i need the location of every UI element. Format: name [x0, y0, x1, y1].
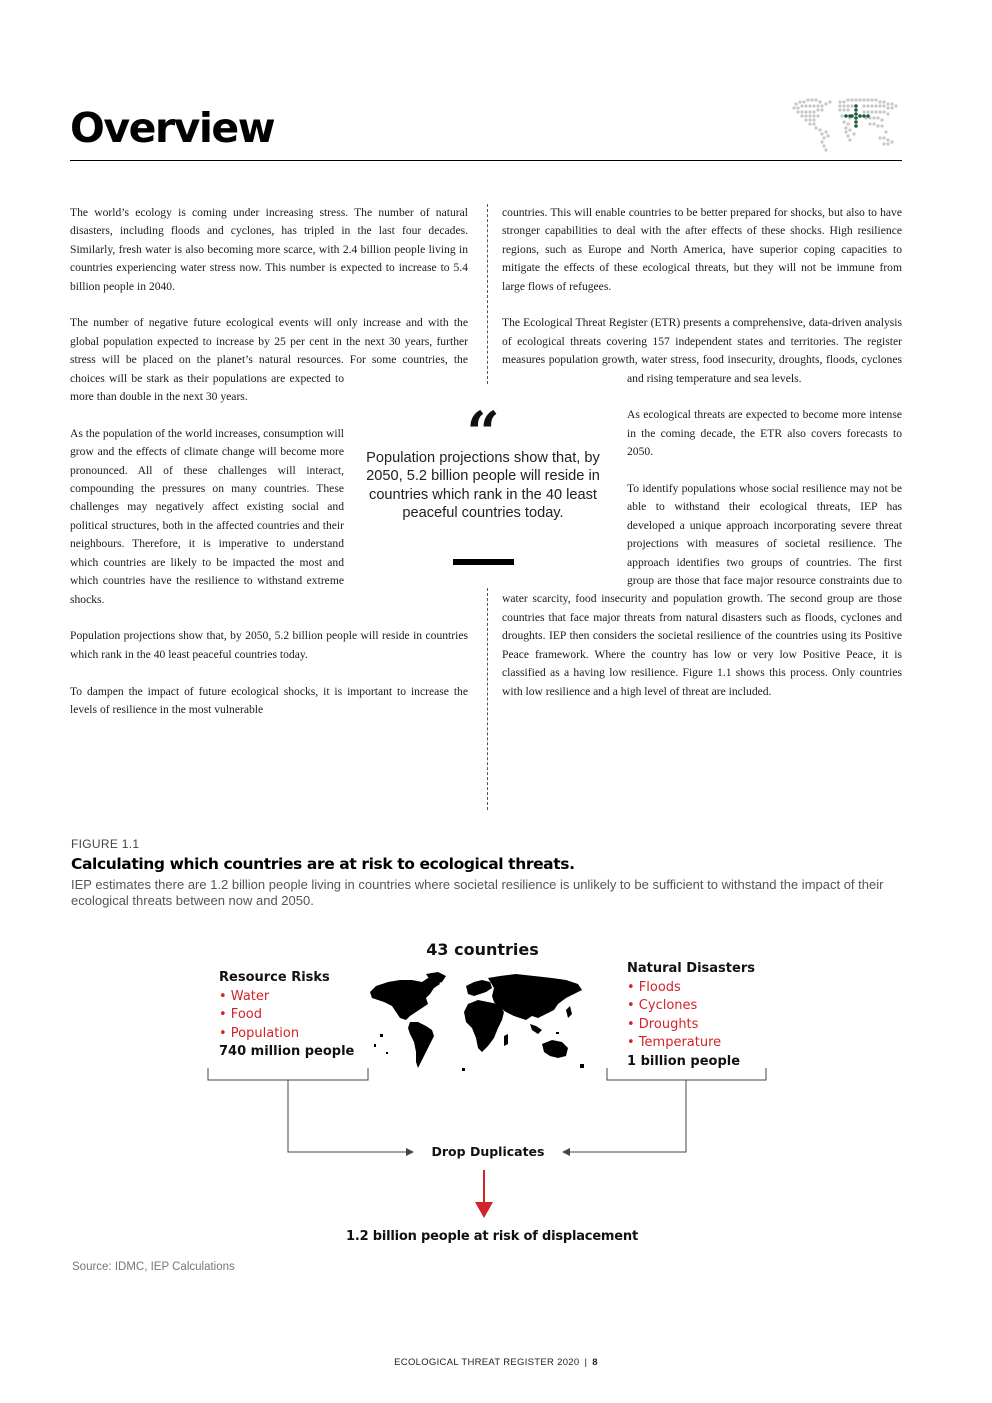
- pull-quote-bar: [453, 559, 514, 565]
- country-count: 43 countries: [426, 940, 539, 959]
- right-flow-line: [570, 1080, 686, 1152]
- paragraph: To identify populations whose social resilience may not be able to withstand their ecological threats, IEP has developed a unique approach incorporating severe threat projections with measures of societal resilience. The approach identifies two groups of countries. The first group are those that face major resource constraints due to water scarcity, food insecurity and population growth. The second group are those countries that face major threats from natural disasters such as floods, cyclones and droughts. IEP then considers the societal resilience of the countries using its Positive Peace framework. Where the country has low or very low Positive Peace, it is classified as a having low resilience. Figure 1.1 shows this process. Only countries with low resilience and a high level of threat are included.: [502, 482, 902, 698]
- left-arrowhead: [406, 1148, 414, 1156]
- natural-disaster-item: • Droughts: [627, 1016, 699, 1032]
- figure-title: Calculating which countries are at risk to ecological threats.: [71, 855, 575, 873]
- paragraph: countries. This will enable countries to be better prepared for shocks, but also to have stronger capabilities to deal with the after effects of these shocks. High resilience regions, such as Europe and North America, have superior coping capacities to mitigate the effects of these ecological threats, but they will not be immune from large flows of refugees.: [502, 206, 902, 293]
- world-dot-map-icon: [790, 94, 904, 156]
- paragraph: As the population of the world increases, consumption will grow and the effects of climate change will become more pronounced. All of these challenges will interact, compounding the pressures on many countries. These challenges may negatively affect existing social and political structures, both in the affected countries and their neighbours. Therefore, it is imperative to understand which countries are likely to be impacted the most and which countries have the resilience to withstand extreme shocks.: [70, 426, 345, 606]
- result-label: 1.2 billion people at risk of displacement: [346, 1229, 638, 1244]
- figure-label: FIGURE 1.1: [71, 837, 140, 851]
- result-arrowhead: [475, 1202, 493, 1218]
- left-flow-line: [288, 1080, 406, 1152]
- paragraph: The Ecological Threat Register (ETR) presents a comprehensive, data-driven analysis of ecological threats covering 157 independent states and territories. The register measures population growth, water stress, food insecurity, droughts, floods, cyclones and rising temperature and sea levels.: [502, 316, 902, 385]
- figure-source: Source: IDMC, IEP Calculations: [72, 1261, 235, 1273]
- resource-risks-heading: Resource Risks: [219, 970, 330, 985]
- natural-disaster-item: • Floods: [627, 979, 681, 995]
- paragraph: Population projections show that, by 2050, 5.2 billion people will reside in countries which rank in the 40 least peaceful countries today.: [70, 629, 468, 661]
- column-divider: [487, 588, 488, 810]
- title-rule: [70, 160, 902, 161]
- natural-disasters: [627, 960, 755, 1071]
- figure-subtitle: IEP estimates there are 1.2 billion people living in countries where societal resilience is unlikely to be sufficient to withstand the impact of their ecological threats between now and 2050.: [71, 877, 884, 908]
- paragraph: The world’s ecology is coming under increasing stress. The number of natural disasters, including floods and cyclones, has tripled in the last four decades. Similarly, fresh water is also becoming more scarce, with 2.4 billion people living in countries experiencing water stress now. This number is expected to increase to 5.4 billion people in 2040.: [70, 206, 468, 293]
- column-divider: [487, 204, 488, 384]
- paragraph: As ecological threats are expected to become more intense in the coming decade, the ETR also covers forecasts to 2050.: [627, 408, 902, 459]
- resource-risks-total: 740 million people: [219, 1044, 355, 1059]
- paragraph: The number of negative future ecological events will only increase and with the global population expected to increase by 25 per cent in the next 30 years, further stress will be placed on the planet’s natural resources. For some countries, the choices will be stark as their populations are expected to more than double in the next 30 years.: [70, 316, 468, 404]
- natural-disasters-heading: Natural Disasters: [627, 961, 755, 976]
- resource-risk-item: • Food: [219, 1007, 262, 1022]
- page-title: Overview: [70, 104, 275, 152]
- page-footer: [300, 1357, 692, 1368]
- drop-duplicates-label: Drop Duplicates: [431, 1144, 545, 1159]
- natural-disasters-total: 1 billion people: [627, 1053, 741, 1069]
- natural-disaster-item: • Temperature: [627, 1035, 722, 1050]
- quote-icon: “: [466, 399, 500, 467]
- resource-risks: [219, 969, 354, 1062]
- report-name: ECOLOGICAL THREAT REGISTER 2020: [394, 1357, 580, 1368]
- right-arrowhead: [562, 1148, 570, 1156]
- world-map-icon: [366, 972, 590, 1078]
- natural-disaster-item: • Cyclones: [627, 998, 698, 1013]
- resource-risk-item: • Population: [219, 1025, 300, 1041]
- resource-bracket: [208, 1068, 368, 1080]
- footer-separator: |: [584, 1357, 588, 1368]
- paragraph: To dampen the impact of future ecological shocks, it is important to increase the levels of resilience in the most vulnerable: [70, 684, 468, 716]
- resource-risk-item: • Water: [219, 988, 270, 1004]
- pull-quote: Population projections show that, by 2050, 5.2 billion people will reside in countries which rank in the 40 least peaceful countries today.: [366, 450, 600, 522]
- page-number: 8: [592, 1357, 598, 1368]
